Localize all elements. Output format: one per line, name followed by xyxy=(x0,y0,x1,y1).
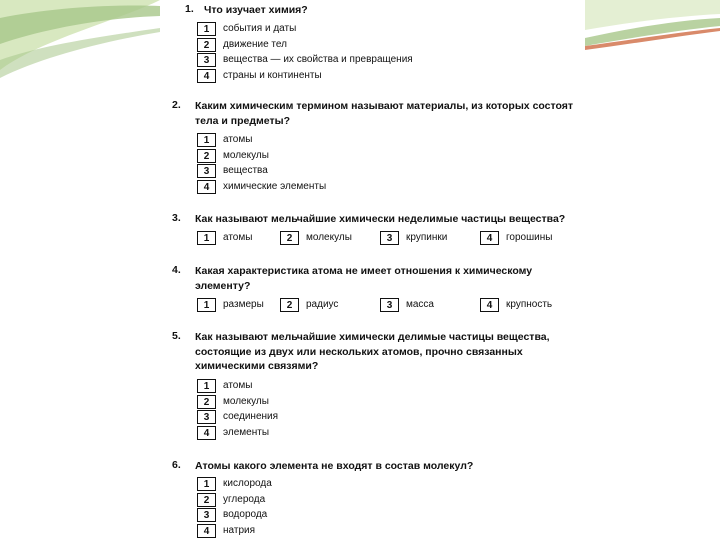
question-number: 1. xyxy=(185,3,194,15)
option-number-box[interactable]: 2 xyxy=(197,38,216,52)
option-label: радиус xyxy=(306,299,339,310)
option-number-box[interactable]: 4 xyxy=(197,524,216,538)
question-number: 4. xyxy=(172,264,181,276)
option-number-box[interactable]: 3 xyxy=(380,231,399,245)
option-label: страны и континенты xyxy=(223,69,322,81)
option-label: размеры xyxy=(223,299,264,310)
option-label: атомы xyxy=(223,232,253,243)
option-number-box[interactable]: 2 xyxy=(197,395,216,409)
option-label: химические элементы xyxy=(223,180,327,192)
option-label: молекулы xyxy=(223,149,269,161)
option-number-box[interactable]: 1 xyxy=(197,133,216,147)
option-label: крупинки xyxy=(406,232,448,243)
question-number: 5. xyxy=(172,330,181,342)
option-label: водорода xyxy=(223,509,268,520)
option-number-box[interactable]: 4 xyxy=(197,426,216,440)
option-number-box[interactable]: 4 xyxy=(480,231,499,245)
question-number: 6. xyxy=(172,459,181,471)
option-label: движение тел xyxy=(223,38,287,50)
option-number-box[interactable]: 2 xyxy=(280,298,299,312)
option-number-box[interactable]: 3 xyxy=(197,164,216,178)
option-label: крупность xyxy=(506,299,553,310)
option-number-box[interactable]: 1 xyxy=(197,379,216,393)
option-label: атомы xyxy=(223,134,253,145)
option-label: элементы xyxy=(223,426,270,438)
option-number-box[interactable]: 1 xyxy=(197,22,216,36)
question-text: Какая характеристика атома не имеет отношения к химическому элементу? xyxy=(195,265,533,292)
option-number-box[interactable]: 1 xyxy=(197,477,216,491)
option-label: молекулы xyxy=(306,232,352,243)
option-number-box[interactable]: 4 xyxy=(197,180,216,194)
question-text: Как называют мельчайшие химически неделимые частицы вещества? xyxy=(195,213,566,225)
option-number-box[interactable]: 2 xyxy=(197,149,216,163)
option-number-box[interactable]: 3 xyxy=(197,53,216,67)
option-label: молекулы xyxy=(223,395,269,407)
option-number-box[interactable]: 3 xyxy=(197,508,216,522)
option-number-box[interactable]: 2 xyxy=(280,231,299,245)
option-number-box[interactable]: 1 xyxy=(197,231,216,245)
question-text: Атомы какого элемента не входят в состав молекул? xyxy=(195,460,474,472)
option-number-box[interactable]: 4 xyxy=(197,69,216,83)
option-label: кислорода xyxy=(223,478,272,489)
option-label: атомы xyxy=(223,380,253,391)
option-label: вещества xyxy=(223,165,268,176)
option-number-box[interactable]: 1 xyxy=(197,298,216,312)
question-text: Что изучает химия? xyxy=(204,4,308,16)
option-number-box[interactable]: 4 xyxy=(480,298,499,312)
option-number-box[interactable]: 2 xyxy=(197,493,216,507)
option-label: события и даты xyxy=(223,23,297,34)
question-text: Каким химическим термином называют материалы, из которых состоят тела и предметы? xyxy=(195,100,574,127)
option-label: натрия xyxy=(223,524,256,536)
option-label: соединения xyxy=(223,411,279,422)
option-label: масса xyxy=(406,299,434,310)
option-label: вещества — их свойства и превращения xyxy=(223,54,413,65)
question-text: Как называют мельчайшие химически делимые частицы вещества, состоящие из двух или нескольких атомов, прочно связанных химическими связями? xyxy=(195,331,550,372)
question-number: 3. xyxy=(172,212,181,224)
option-label: горошины xyxy=(506,232,553,243)
question-number: 2. xyxy=(172,99,181,111)
option-number-box[interactable]: 3 xyxy=(197,410,216,424)
option-number-box[interactable]: 3 xyxy=(380,298,399,312)
worksheet-page xyxy=(162,0,585,540)
option-label: углерода xyxy=(223,493,266,505)
